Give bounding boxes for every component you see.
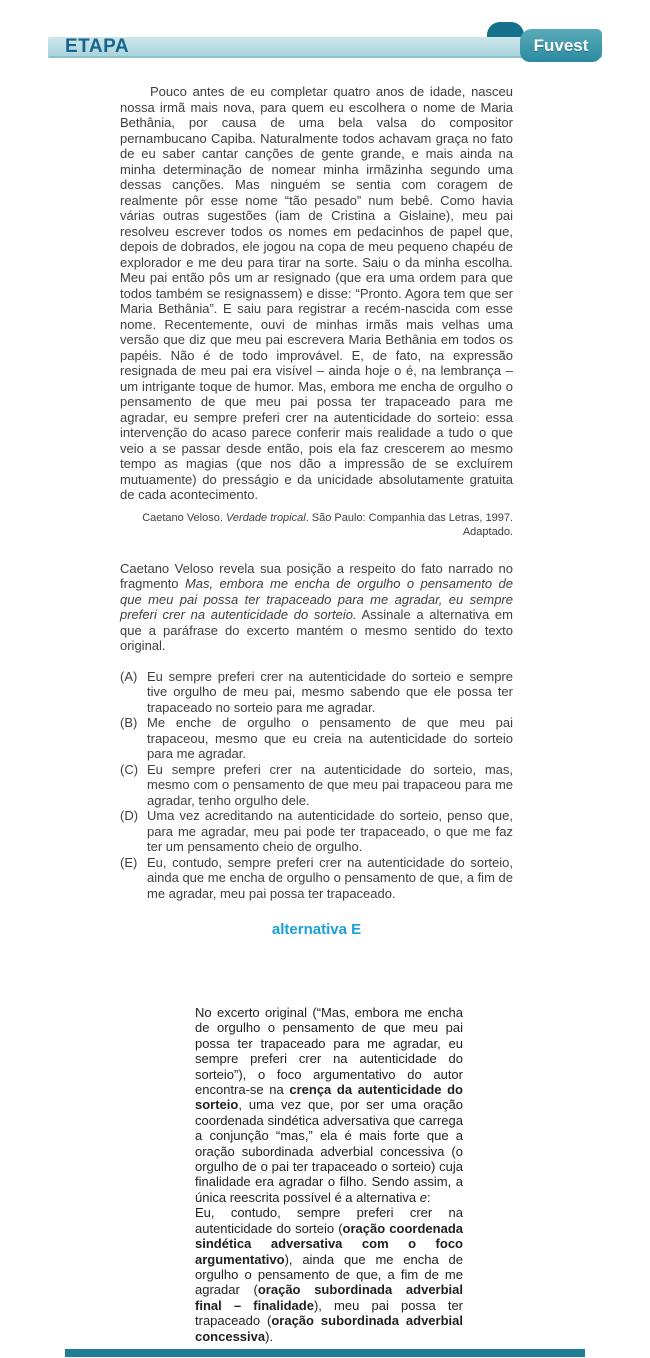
option-d-text: Uma vez acreditando na autenticidade do sorteio, penso que, para me agradar, meu pai pode ter trapaceado, o que me faz ter um pensamento cheio de orgulho.: [147, 808, 513, 854]
option-c: [120, 762, 513, 809]
option-d-label: (D): [120, 808, 139, 823]
exam-tab-fuvest: [520, 29, 602, 62]
explanation-paragraph-1: No excerto original (“Mas, embora me encha de orgulho o pensamento de que meu pai possa ter trapaceado para me agradar, eu sempre preferi crer na autenticidade do sorteio”), o foco argumentativo do autor encontra-se na crença da autenticidade do sorteio, uma vez que, por ser uma oração coordenada sindética adversativa que carrega a conjunção “mas,” ela é mais forte que a oração subordinada adverbial concessiva (o orgulho de o pai ter trapaceado o sorteio) cuja finalidade era agradar o filho. Sendo assim, a única reescrita possível é a alternativa e:: [195, 1005, 463, 1205]
citation: Caetano Veloso. Verdade tropical. São Paulo: Companhia das Letras, 1997. Adaptado.: [142, 511, 513, 538]
option-b-text: Me enche de orgulho o pensamento de que meu pai trapaceou, mesmo que eu creia na autenticidade do sorteio para me agradar.: [147, 715, 513, 761]
option-e-text: Eu, contudo, sempre preferi crer na autenticidade do sorteio, ainda que me encha de orgulho o pensamento de que, a fim de me agradar, meu pai possa ter trapaceado.: [147, 854, 513, 901]
option-a-text: Eu sempre preferi crer na autenticidade do sorteio e sempre tive orgulho de meu pai, mesmo sabendo que ele possa ter trapaceado no sorteio para me agradar.: [147, 668, 513, 715]
option-c-label: (C): [120, 761, 139, 777]
option-d: [120, 808, 513, 855]
footer-bar: [65, 1349, 585, 1357]
option-c-text: Eu sempre preferi crer na autenticidade do sorteio, mas, mesmo com o pensamento de que meu pai trapaceou para me agradar, tenho orgulho dele.: [147, 761, 513, 808]
option-a: [120, 669, 513, 716]
option-e-label: (E): [120, 854, 138, 870]
header-bar: [48, 37, 602, 58]
passage-text: Pouco antes de eu completar quatro anos de idade, nasceu nossa irmã mais nova, para quem eu escolhera o nome de Maria Bethânia, por causa de uma bela valsa do compositor pernambucano Capiba. Naturalmente todos achavam graça no fato de eu saber cantar canções de gente grande, e mais ainda na minha determinação de nomear minha irmãzinha segundo uma dessas canções. Mas ninguém se sentia com coragem de realmente pôr esse nome “tão pesado” num bebê. Como havia várias outras sugestões (iam de Cristina a Gislaine), meu pai resolveu escrever todos os nomes em pedacinhos de papel que, depois de dobrados, ele jogou na copa de meu pequeno chapéu de explorador e me deu para tirar na sorte. Saiu o da minha escolha. Meu pai então pôs um ar resignado (que era uma ordem para que todos também se resignassem) e disse: “Pronto. Agora tem que ser Maria Bethânia”. E saiu para registrar a recém-nascida com esse nome. Recentemente, ouvi de minhas irmãs mais velhas uma versão que diz que meu pai escrevera Maria Bethânia em todos os papéis. Não é de todo improvável. E, de fato, na expressão resignada de meu pai era visível – ainda hoje o é, na lembrança – um intrigante toque de humor. Mas, embora me encha de orgulho o pensamento de que meu pai possa ter trapaceado para me agradar, eu sempre preferi crer na autenticidade do sorteio: essa intervenção do acaso parece conferir mais realidade a tudo o que veio a se passar desde então, pois ela faz crescerem ao mesmo tempo as magias (que nos dão a impressão de se excluírem mutuamente) do presságio e da unicidade absolutamente gratuita de cada acontecimento.: [120, 84, 513, 502]
options-list: [120, 669, 513, 902]
option-b: [120, 715, 513, 762]
option-b-label: (B): [120, 715, 138, 730]
explanation-paragraph-2: Eu, contudo, sempre preferi crer na autenticidade do sorteio (oração coordenada sindética adversativa com o foco argumentativo), ainda que me encha de orgulho o pensamento de que, a fim de me agradar (oração subordinada adverbial final – finalidade), meu pai possa ter trapaceado (oração subordinada adverbial concessiva).: [195, 1205, 464, 1344]
option-e: [120, 855, 513, 902]
explanation-column: [195, 1005, 463, 1344]
exam-tab-label: Fuvest: [533, 35, 589, 55]
brand-logo-etapa: ETAPA: [65, 36, 130, 57]
question-statement: Caetano Veloso revela sua posição a respeito do fato narrado no fragmento Mas, embora me encha de orgulho o pensamento de que meu pai possa ter trapaceado para me agradar, eu sempre preferi crer na autenticidade do sorteio. Assinale a alternativa em que a paráfrase do excerto mantém o mesmo sentido do texto original.: [120, 560, 513, 653]
main-column: [120, 84, 513, 938]
option-a-label: (A): [120, 668, 138, 684]
answer-key-heading: alternativa E: [271, 921, 362, 938]
